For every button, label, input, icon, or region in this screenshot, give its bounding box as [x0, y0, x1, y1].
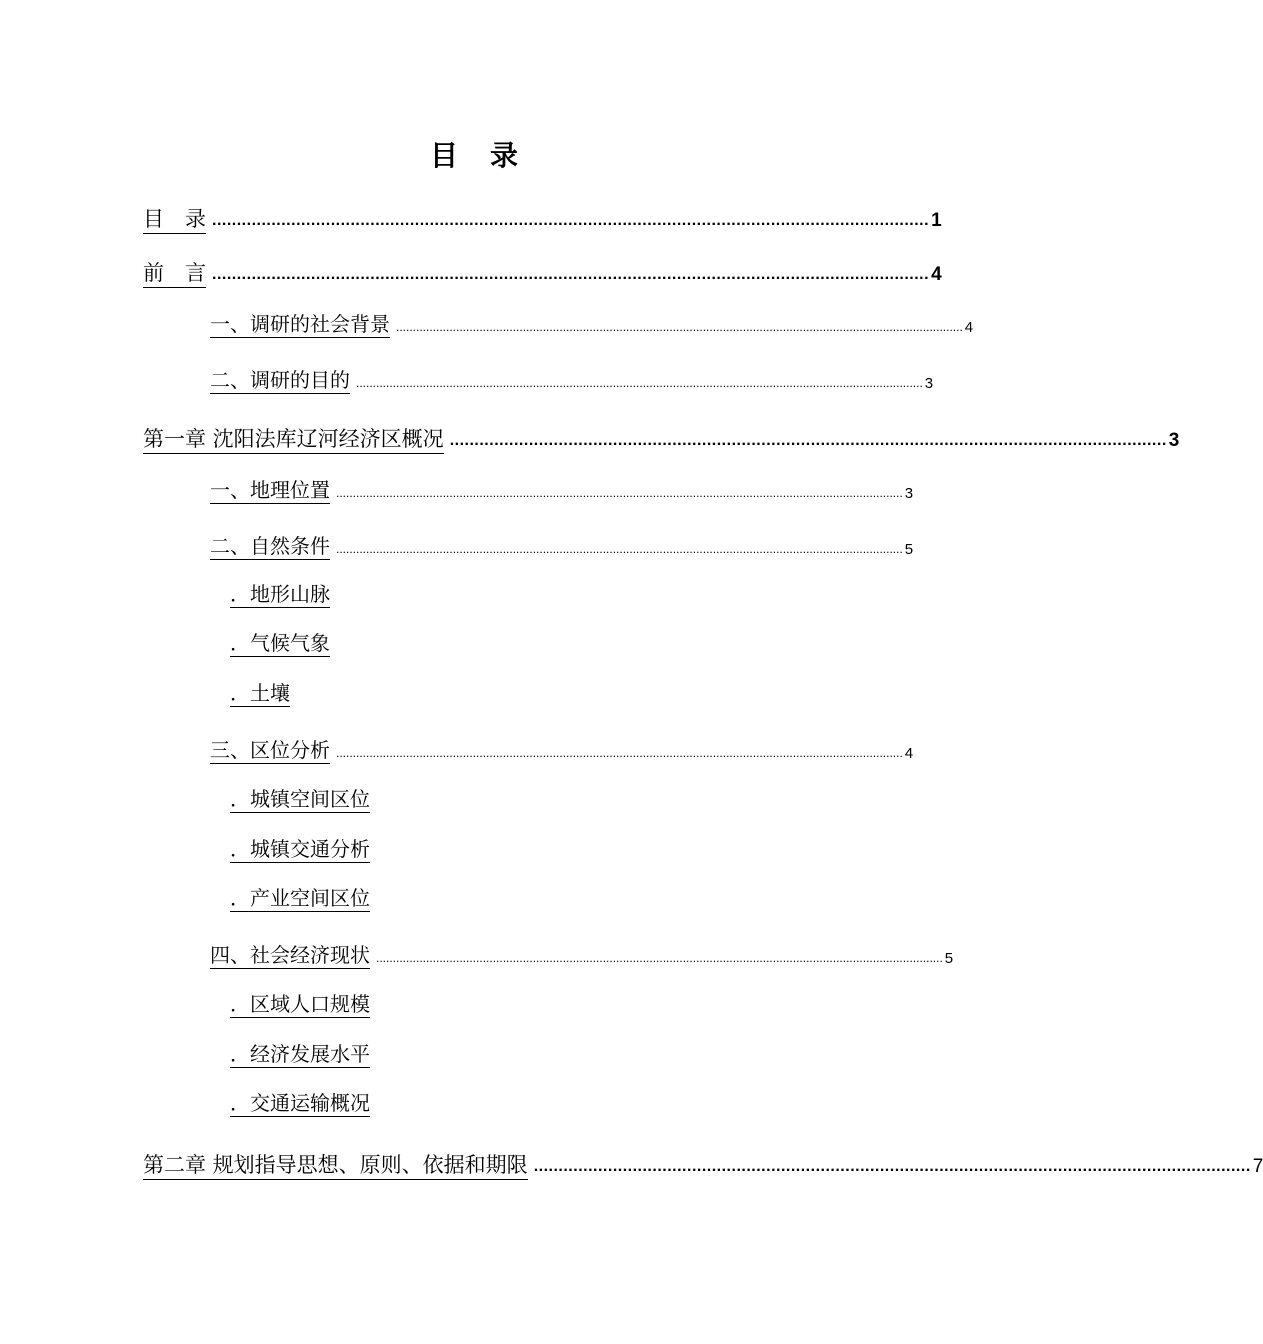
toc-entry[interactable]: [230, 829, 370, 863]
toc-entry[interactable]: [230, 1034, 370, 1068]
toc-entry[interactable]: [210, 526, 914, 560]
toc-entry[interactable]: [143, 200, 942, 234]
toc-entry[interactable]: [210, 935, 954, 969]
toc-entry[interactable]: [230, 779, 370, 813]
toc-leader: ..........................................................................................................................................................................: [336, 746, 903, 760]
toc-entry[interactable]: [230, 574, 330, 608]
toc-entry-page: 4: [964, 319, 974, 336]
toc-entry-label: ．经济发展水平: [230, 1042, 370, 1066]
toc-entry[interactable]: [230, 623, 330, 657]
toc-entry-page: 7: [1252, 1156, 1263, 1177]
toc-leader: ..........................................................................................................................................................................: [396, 320, 963, 334]
toc-entry-label: ．地形山脉: [230, 582, 330, 606]
toc-entry-label: ．城镇空间区位: [230, 787, 370, 811]
toc-leader: ..........................................................................................................................................................................: [376, 951, 943, 965]
toc-entry[interactable]: [143, 420, 1180, 454]
toc-entry-label: 二、自然条件: [210, 534, 330, 558]
toc-entry-label: 一、地理位置: [210, 478, 330, 502]
toc-leader: .................................................................................................................................................: [533, 1158, 1251, 1175]
toc-entry-page: 3: [904, 485, 914, 502]
toc-entry[interactable]: [143, 1146, 1263, 1180]
toc-entry-label: 二、调研的目的: [210, 368, 350, 392]
toc-entry-page: 1: [931, 210, 942, 231]
toc-entry-label: ．城镇交通分析: [230, 837, 370, 861]
toc-leader: ..........................................................................................................................................................................: [336, 542, 903, 556]
toc-entry-label: 目 录: [143, 208, 206, 234]
toc-leader: .................................................................................................................................................: [449, 432, 1167, 449]
toc-entry[interactable]: [230, 673, 290, 707]
toc-entry-label: ．区域人口规模: [230, 992, 370, 1016]
toc-entry[interactable]: [230, 984, 370, 1018]
toc-entry[interactable]: [210, 304, 974, 338]
toc-leader: .................................................................................................................................................: [212, 266, 930, 283]
toc-entry-page: 5: [904, 541, 914, 558]
toc-entry[interactable]: [210, 360, 934, 394]
toc-entry[interactable]: [210, 470, 914, 504]
toc-entry-page: 3: [1168, 430, 1180, 451]
toc-entry-label: ．产业空间区位: [230, 886, 370, 910]
toc-entry-label: 前 言: [143, 262, 206, 288]
toc-entry-page: 4: [931, 264, 942, 285]
toc-entry-page: 5: [944, 950, 954, 967]
toc-entry-page: 3: [924, 375, 934, 392]
toc-entry[interactable]: [143, 254, 942, 288]
toc-entry-label: ．气候气象: [230, 631, 330, 655]
toc-entry[interactable]: [230, 1083, 370, 1117]
toc-leader: ..........................................................................................................................................................................: [336, 486, 903, 500]
toc-entry-label: 三、区位分析: [210, 738, 330, 762]
toc-entry-label: ．交通运输概况: [230, 1091, 370, 1115]
toc-entry-label: ．土壤: [230, 681, 290, 705]
toc-entry-label: 四、社会经济现状: [210, 943, 370, 967]
toc-entry-page: 4: [904, 745, 914, 762]
toc-entry[interactable]: [210, 730, 914, 764]
toc-entry[interactable]: [230, 878, 370, 912]
toc-entry-label: 第二章 规划指导思想、原则、依据和期限: [143, 1154, 528, 1180]
toc-entry-label: 一、调研的社会背景: [210, 312, 390, 336]
toc-leader: .................................................................................................................................................: [212, 212, 930, 229]
page-title: 目 录: [429, 139, 520, 172]
toc-leader: ..........................................................................................................................................................................: [356, 376, 923, 390]
toc-entry-label: 第一章 沈阳法库辽河经济区概况: [143, 428, 444, 454]
